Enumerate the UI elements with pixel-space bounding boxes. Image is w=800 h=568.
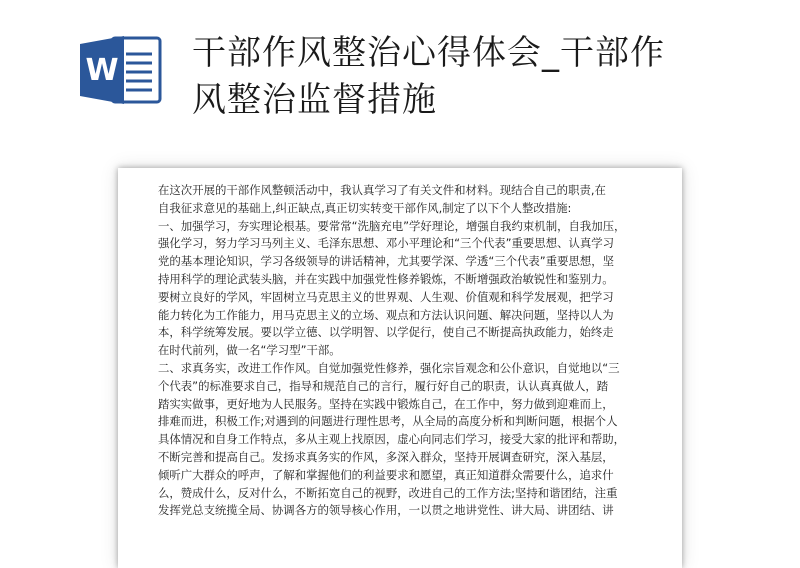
document-line: 能力转化为工作能力，用马克思主义的立场、观点和方法认识问题、解决问题，坚持以人为 [158,307,614,322]
document-line: 自我征求意见的基础上,纠正缺点,真正切实转变干部作风,制定了以下个人整改措施: [158,200,572,215]
word-icon-letter: W [85,53,119,88]
word-document-icon [76,32,164,108]
document-line: 在这次开展的干部作风整顿活动中，我认真学习了有关文件和材料。现结合自己的职责,在 [158,183,606,197]
title-line-2: 风整治监督措施 [192,80,437,120]
document-line: 排难而进，积极工作;对遇到的问题进行理性思考，从全局的高度分析和判断问题，根据个人 [158,414,618,429]
document-line: 二、求真务实，改进工作作风。自觉加强党性修养，强化宗旨观念和公仆意识，自觉地以“三 [158,360,620,375]
document-line: 么，赞成什么，反对什么，不断拓宽自己的视野，改进自己的工作方法;坚持和谐团结，注重 [158,485,618,500]
document-line: 持用科学的理论武装头脑，并在实践中加强党性修养锻炼，不断增强政治敏锐性和鉴别力。 [158,271,614,286]
document-line: 一、加强学习，夯实理论根基。要常常“洗脑充电”学好理论，增强自我约束机制，自我加压， [158,218,626,233]
document-line: 踏实实做事，更好地为人民服务。坚持在实践中锻炼自己，在工作中，努力做到迎难而上， [158,396,614,411]
document-line: 个代表”的标准要求自己，指导和规范自己的言行，履行好自己的职责，认认真真做人，踏 [158,378,609,393]
document-line: 要树立良好的学风，牢固树立马克思主义的世界观、人生观、价值观和科学发展观，把学习 [158,289,614,304]
document-line: 在时代前列，做一名“学习型”干部。 [158,343,341,358]
document-line: 具体情况和自身工作特点，多从主观上找原因，虚心向同志们学习，接受大家的批评和帮助， [158,432,626,447]
document-line: 倾听广大群众的呼声，了解和掌握他们的利益要求和愿望，真正知道群众需要什么，追求什 [158,467,614,482]
document-page[interactable] [118,168,682,568]
document-title [192,30,752,124]
title-line-1: 干部作风整治心得体会_干部作 [192,33,665,73]
header [0,0,800,150]
document-body [158,182,644,520]
document-line: 本，科学统筹发展。要以学立德、以学明智、以学促行，使自己不断提高执政能力，始终走 [158,325,614,340]
document-line: 党的基本理论知识，学习各级领导的讲话精神，尤其要学深、学透“三个代表”重要思想，坚 [158,254,615,269]
document-line: 发挥党总支统揽全局、协调各方的领导核心作用，一以贯之地讲党性、讲大局、讲团结、讲 [158,503,614,518]
document-line: 不断完善和提高自己。发扬求真务实的作风，多深入群众，坚持开展调查研究，深入基层， [158,449,614,464]
document-line: 强化学习，努力学习马列主义、毛泽东思想、邓小平理论和“三个代表”重要思想、认真学习 [158,236,615,251]
